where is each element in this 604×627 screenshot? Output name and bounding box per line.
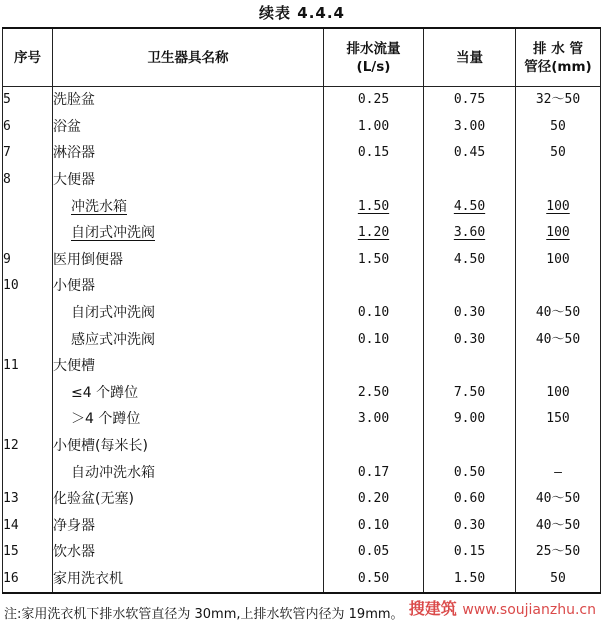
row-number-text: 15: [3, 544, 19, 560]
drain-flow: [324, 486, 424, 513]
table-row: [3, 433, 601, 460]
pipe-diameter: [516, 539, 601, 566]
table-row: [3, 247, 601, 274]
item-name-text: 医用倒便器: [53, 251, 123, 268]
item-name-text: 自闭式冲洗阀: [71, 305, 155, 322]
header-row: [3, 28, 601, 87]
equivalent: [424, 486, 516, 513]
table-title: 续表 4.4.4: [259, 4, 345, 22]
drain-flow: [324, 513, 424, 540]
pipe-diameter: [516, 353, 601, 380]
table-row: [3, 326, 601, 353]
table-row: [3, 140, 601, 167]
equivalent-text: 0.15: [453, 544, 486, 560]
pipe-diameter: [516, 273, 601, 300]
drain-flow-text: 0.15: [357, 145, 390, 161]
equivalent: [424, 326, 516, 353]
equivalent-text: 4.50: [453, 198, 486, 214]
item-name: [53, 406, 324, 433]
pipe-diameter: [516, 433, 601, 460]
pipe-diameter: [516, 459, 601, 486]
row-number-text: 7: [3, 145, 11, 161]
table-row: [3, 513, 601, 540]
row-number-text: 6: [3, 118, 11, 134]
table-row: [3, 380, 601, 407]
equivalent: [424, 513, 516, 540]
row-number: [3, 486, 53, 513]
item-name-text: 淋浴器: [53, 145, 95, 162]
item-name: [53, 486, 324, 513]
table-row: [3, 406, 601, 433]
equivalent-text: 0.45: [453, 145, 486, 161]
pipe-diameter: [516, 220, 601, 247]
pipe-diameter-text: —: [554, 464, 562, 480]
row-number-text: 10: [3, 278, 19, 294]
item-name: [53, 566, 324, 594]
table-row: [3, 539, 601, 566]
pipe-diameter: [516, 566, 601, 594]
pipe-diameter-text: 50: [550, 118, 566, 134]
row-number: [3, 220, 53, 247]
equivalent-text: 3.00: [453, 118, 486, 134]
table-row: [3, 167, 601, 194]
equivalent: [424, 140, 516, 167]
equivalent: [424, 353, 516, 380]
item-name: [53, 380, 324, 407]
equivalent: [424, 406, 516, 433]
equivalent: [424, 167, 516, 194]
drain-flow: [324, 140, 424, 167]
row-number: [3, 193, 53, 220]
equivalent-text: 0.30: [453, 517, 486, 533]
pipe-diameter: [516, 513, 601, 540]
item-name: [53, 459, 324, 486]
pipe-diameter: [516, 406, 601, 433]
watermark: [409, 596, 596, 619]
drain-flow: [324, 220, 424, 247]
item-name-text: 洗脸盆: [53, 92, 95, 109]
drainage-table: [2, 27, 601, 594]
equivalent: [424, 380, 516, 407]
pipe-diameter: [516, 193, 601, 220]
drain-flow: [324, 353, 424, 380]
footnote: 注:家用洗衣机下排水软管直径为 30mm,上排水软管内径为 19mm。: [4, 607, 404, 622]
equivalent-text: 0.75: [453, 92, 486, 108]
table-row: [3, 220, 601, 247]
item-name-text: 自闭式冲洗阀: [71, 225, 155, 242]
row-number: [3, 114, 53, 141]
drain-flow: [324, 433, 424, 460]
pipe-diameter: [516, 114, 601, 141]
drain-flow-text: 1.00: [357, 118, 390, 134]
item-name-text: 化验盆(无塞): [53, 491, 134, 508]
drain-flow-text: 0.05: [357, 544, 390, 560]
drain-flow: [324, 87, 424, 114]
drain-flow-text: 0.50: [357, 570, 390, 586]
table-row: [3, 459, 601, 486]
item-name: [53, 539, 324, 566]
pipe-diameter-text: 40～50: [535, 491, 581, 507]
row-number: [3, 140, 53, 167]
header-no: 序号: [3, 28, 53, 87]
drain-flow-text: 0.25: [357, 92, 390, 108]
row-number: [3, 406, 53, 433]
drain-flow: [324, 247, 424, 274]
row-number-text: 12: [3, 438, 19, 454]
drain-flow-text: 0.10: [357, 331, 390, 347]
table-row: [3, 114, 601, 141]
pipe-diameter-text: 40～50: [535, 305, 581, 321]
equivalent: [424, 220, 516, 247]
drain-flow-text: 0.10: [357, 305, 390, 321]
header-equiv: 当量: [424, 28, 516, 87]
row-number: [3, 326, 53, 353]
equivalent: [424, 433, 516, 460]
row-number-text: 8: [3, 172, 11, 188]
row-number-text: 5: [3, 92, 11, 108]
item-name-text: 感应式冲洗阀: [71, 331, 155, 348]
pipe-diameter: [516, 167, 601, 194]
row-number-text: 9: [3, 251, 11, 267]
item-name: [53, 140, 324, 167]
drain-flow: [324, 326, 424, 353]
item-name-text: 大便槽: [53, 358, 95, 375]
watermark-url: www.soujianzhu.cn: [462, 602, 596, 618]
row-number: [3, 459, 53, 486]
item-name: [53, 300, 324, 327]
row-number-text: 16: [3, 570, 19, 586]
row-number: [3, 380, 53, 407]
drain-flow-text: 0.17: [357, 464, 390, 480]
pipe-diameter: [516, 300, 601, 327]
row-number: [3, 513, 53, 540]
item-name-text: ＞4 个蹲位: [71, 411, 141, 428]
item-name-text: 浴盆: [53, 118, 81, 135]
equivalent-text: 0.30: [453, 331, 486, 347]
equivalent: [424, 566, 516, 594]
item-name: [53, 353, 324, 380]
equivalent: [424, 193, 516, 220]
table-row: [3, 486, 601, 513]
row-number: [3, 273, 53, 300]
equivalent: [424, 87, 516, 114]
equivalent: [424, 539, 516, 566]
item-name: [53, 326, 324, 353]
header-pipe: 排 水 管 管径(mm): [516, 28, 601, 87]
row-number: [3, 300, 53, 327]
equivalent-text: 1.50: [453, 570, 486, 586]
table-body: [3, 87, 601, 594]
item-name: [53, 273, 324, 300]
item-name: [53, 193, 324, 220]
equivalent: [424, 300, 516, 327]
header-name: 卫生器具名称: [53, 28, 324, 87]
pipe-diameter-text: 100: [546, 225, 570, 241]
table-row: [3, 87, 601, 114]
item-name-text: 大便器: [53, 172, 95, 189]
drain-flow-text: 0.10: [357, 517, 390, 533]
equivalent-text: 3.60: [453, 225, 486, 241]
pipe-diameter: [516, 326, 601, 353]
pipe-diameter: [516, 486, 601, 513]
pipe-diameter-text: 25～50: [535, 544, 581, 560]
drain-flow: [324, 459, 424, 486]
watermark-text: 搜建筑: [408, 599, 457, 618]
pipe-diameter-text: 50: [550, 145, 566, 161]
item-name: [53, 87, 324, 114]
item-name-text: 净身器: [53, 517, 95, 534]
table-row: [3, 273, 601, 300]
item-name-text: 小便器: [53, 278, 95, 295]
equivalent-text: 0.50: [453, 464, 486, 480]
item-name: [53, 433, 324, 460]
drain-flow: [324, 114, 424, 141]
item-name-text: 家用洗衣机: [53, 570, 123, 587]
drain-flow: [324, 300, 424, 327]
drain-flow: [324, 406, 424, 433]
pipe-diameter: [516, 87, 601, 114]
row-number-text: 13: [3, 491, 19, 507]
drain-flow-text: 1.50: [357, 251, 390, 267]
drain-flow-text: 3.00: [357, 411, 390, 427]
item-name-text: 饮水器: [53, 544, 95, 561]
table-row: [3, 353, 601, 380]
pipe-diameter-text: 100: [546, 251, 570, 267]
row-number: [3, 353, 53, 380]
drain-flow: [324, 539, 424, 566]
row-number-text: 14: [3, 517, 19, 533]
table-row: [3, 566, 601, 594]
row-number: [3, 566, 53, 594]
pipe-diameter-text: 100: [546, 384, 570, 400]
item-name-text: ≤4 个蹲位: [71, 384, 139, 401]
row-number: [3, 167, 53, 194]
pipe-diameter-text: 40～50: [535, 331, 581, 347]
row-number: [3, 87, 53, 114]
item-name: [53, 247, 324, 274]
pipe-diameter: [516, 140, 601, 167]
row-number: [3, 247, 53, 274]
item-name-text: 冲洗水箱: [71, 198, 127, 215]
drain-flow: [324, 193, 424, 220]
equivalent: [424, 459, 516, 486]
pipe-diameter-text: 40～50: [535, 517, 581, 533]
row-number-text: 11: [3, 358, 19, 374]
equivalent-text: 0.60: [453, 491, 486, 507]
equivalent-text: 4.50: [453, 251, 486, 267]
item-name-text: 自动冲洗水箱: [71, 464, 155, 481]
drain-flow-text: 1.20: [357, 225, 390, 241]
pipe-diameter-text: 50: [550, 570, 566, 586]
pipe-diameter-text: 32～50: [535, 92, 581, 108]
table-row: [3, 193, 601, 220]
row-number: [3, 539, 53, 566]
drain-flow: [324, 273, 424, 300]
drain-flow: [324, 566, 424, 594]
drain-flow: [324, 167, 424, 194]
header-flow: 排水流量 (L/s): [324, 28, 424, 87]
drain-flow-text: 1.50: [357, 198, 390, 214]
item-name: [53, 220, 324, 247]
pipe-diameter-text: 100: [546, 198, 570, 214]
equivalent-text: 0.30: [453, 305, 486, 321]
pipe-diameter: [516, 380, 601, 407]
equivalent-text: 7.50: [453, 384, 486, 400]
drain-flow-text: 0.20: [357, 491, 390, 507]
item-name-text: 小便槽(每米长): [53, 438, 148, 455]
pipe-diameter-text: 150: [546, 411, 570, 427]
row-number: [3, 433, 53, 460]
item-name: [53, 513, 324, 540]
drain-flow: [324, 380, 424, 407]
equivalent: [424, 247, 516, 274]
drain-flow-text: 2.50: [357, 384, 390, 400]
item-name: [53, 114, 324, 141]
item-name: [53, 167, 324, 194]
equivalent: [424, 114, 516, 141]
equivalent: [424, 273, 516, 300]
pipe-diameter: [516, 247, 601, 274]
table-row: [3, 300, 601, 327]
equivalent-text: 9.00: [453, 411, 486, 427]
